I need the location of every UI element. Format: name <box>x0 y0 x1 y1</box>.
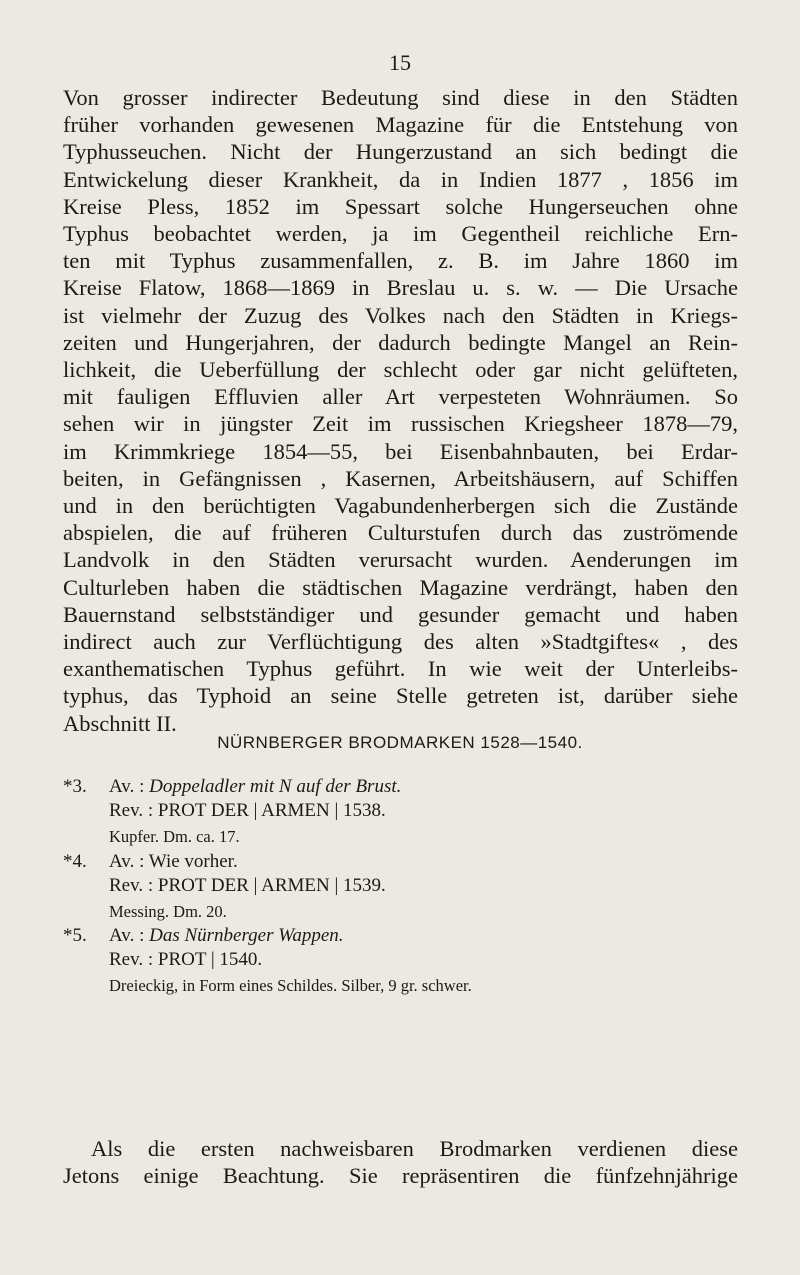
text-line: Kreise Flatow, 1868—1869 in Breslau u. s. w. — Die Ursache <box>63 275 738 301</box>
section-heading: NÜRNBERGER BRODMARKEN 1528—1540. <box>217 733 583 752</box>
text-line: typhus, das Typhoid an seine Stelle getreten ist, darüber siehe <box>63 683 738 709</box>
main-paragraph <box>63 84 738 737</box>
entry-note: Messing. Dm. 20. <box>109 902 227 921</box>
text-line: Jetons einige Beachtung. Sie repräsentiren die fünfzehnjährige <box>63 1163 738 1189</box>
entry-reverse: Rev. : PROT DER | ARMEN | 1539. <box>109 875 386 896</box>
text-line: exanthematischen Typhus geführt. In wie weit der Unterleibs- <box>63 656 738 682</box>
entry-obverse <box>109 925 344 947</box>
text-line: Entwickelung dieser Krankheit, da in Indien 1877 , 1856 im <box>63 166 738 192</box>
text-line: ten mit Typhus zusammenfallen, z. B. im Jahre 1860 im <box>63 248 738 274</box>
obverse-prefix: Av. : <box>109 851 149 872</box>
entry-number: *4. <box>63 851 87 872</box>
text-line: indirect auch zur Verflüchtigung des alten »Stadtgiftes« , des <box>63 629 738 655</box>
text-line: Bauernstand selbstständiger und gesunder gemacht und haben <box>63 601 738 627</box>
obverse-prefix: Av. : <box>109 776 150 797</box>
text-line: Kreise Pless, 1852 im Spessart solche Hungerseuchen ohne <box>63 193 738 219</box>
text-line: sehen wir in jüngster Zeit im russischen Kriegsheer 1878—79, <box>63 411 738 437</box>
obverse-prefix: Av. : <box>109 925 150 946</box>
entry-note: Kupfer. Dm. ca. 17. <box>109 827 240 846</box>
text-line: und in den berüchtigten Vagabundenherbergen sich die Zustände <box>63 493 738 519</box>
text-line: im Krimmkriege 1854—55, bei Eisenbahnbauten, bei Erdar- <box>63 438 738 464</box>
text-line: zeiten und Hungerjahren, der dadurch bedingte Mangel an Rein- <box>63 329 738 355</box>
entry-obverse <box>109 776 401 798</box>
text-line: Landvolk in den Städten verursacht wurden. Aenderungen im <box>63 547 738 573</box>
entry-reverse: Rev. : PROT | 1540. <box>109 949 263 970</box>
obverse-description: Doppeladler mit N auf der Brust. <box>149 776 402 797</box>
text-line: Als die ersten nachweisbaren Brodmarken verdienen diese <box>91 1136 738 1161</box>
entry-note: Dreieckig, in Form eines Schildes. Silber, 9 gr. schwer. <box>109 976 472 995</box>
text-line: abspielen, die auf früheren Culturstufen durch das zuströmende <box>63 520 738 546</box>
text-line: lichkeit, die Ueberfüllung der schlecht oder gar nicht gelüfteten, <box>63 357 738 383</box>
entry-reverse: Rev. : PROT DER | ARMEN | 1538. <box>109 800 386 821</box>
text-line: mit fauligen Effluvien aller Art verpesteten Wohnräumen. So <box>63 384 738 410</box>
text-line: früher vorhanden gewesenen Magazine für die Entstehung von <box>63 112 738 138</box>
text-line: Typhusseuchen. Nicht der Hungerzustand an sich bedingt die <box>63 139 738 165</box>
text-line: beiten, in Gefängnissen , Kasernen, Arbeitshäusern, auf Schiffen <box>63 465 738 491</box>
text-line: Culturleben haben die städtischen Magazine verdrängt, haben den <box>63 574 738 600</box>
text-line: ist vielmehr der Zuzug des Volkes nach den Städten in Kriegs- <box>63 302 738 328</box>
entry-number: *3. <box>63 776 87 797</box>
obverse-description: Wie vorher. <box>148 851 238 872</box>
closing-paragraph <box>63 1135 738 1189</box>
text-line: Typhus beobachtet werden, ja im Gegentheil reichliche Ern- <box>63 221 738 247</box>
entry-obverse <box>109 851 238 873</box>
text-line: Abschnitt II. <box>63 710 177 736</box>
entry-number: *5. <box>63 925 87 946</box>
text-line: Von grosser indirecter Bedeutung sind diese in den Städten <box>63 85 738 110</box>
page-number: 15 <box>389 50 411 75</box>
obverse-description: Das Nürnberger Wappen. <box>149 925 344 946</box>
